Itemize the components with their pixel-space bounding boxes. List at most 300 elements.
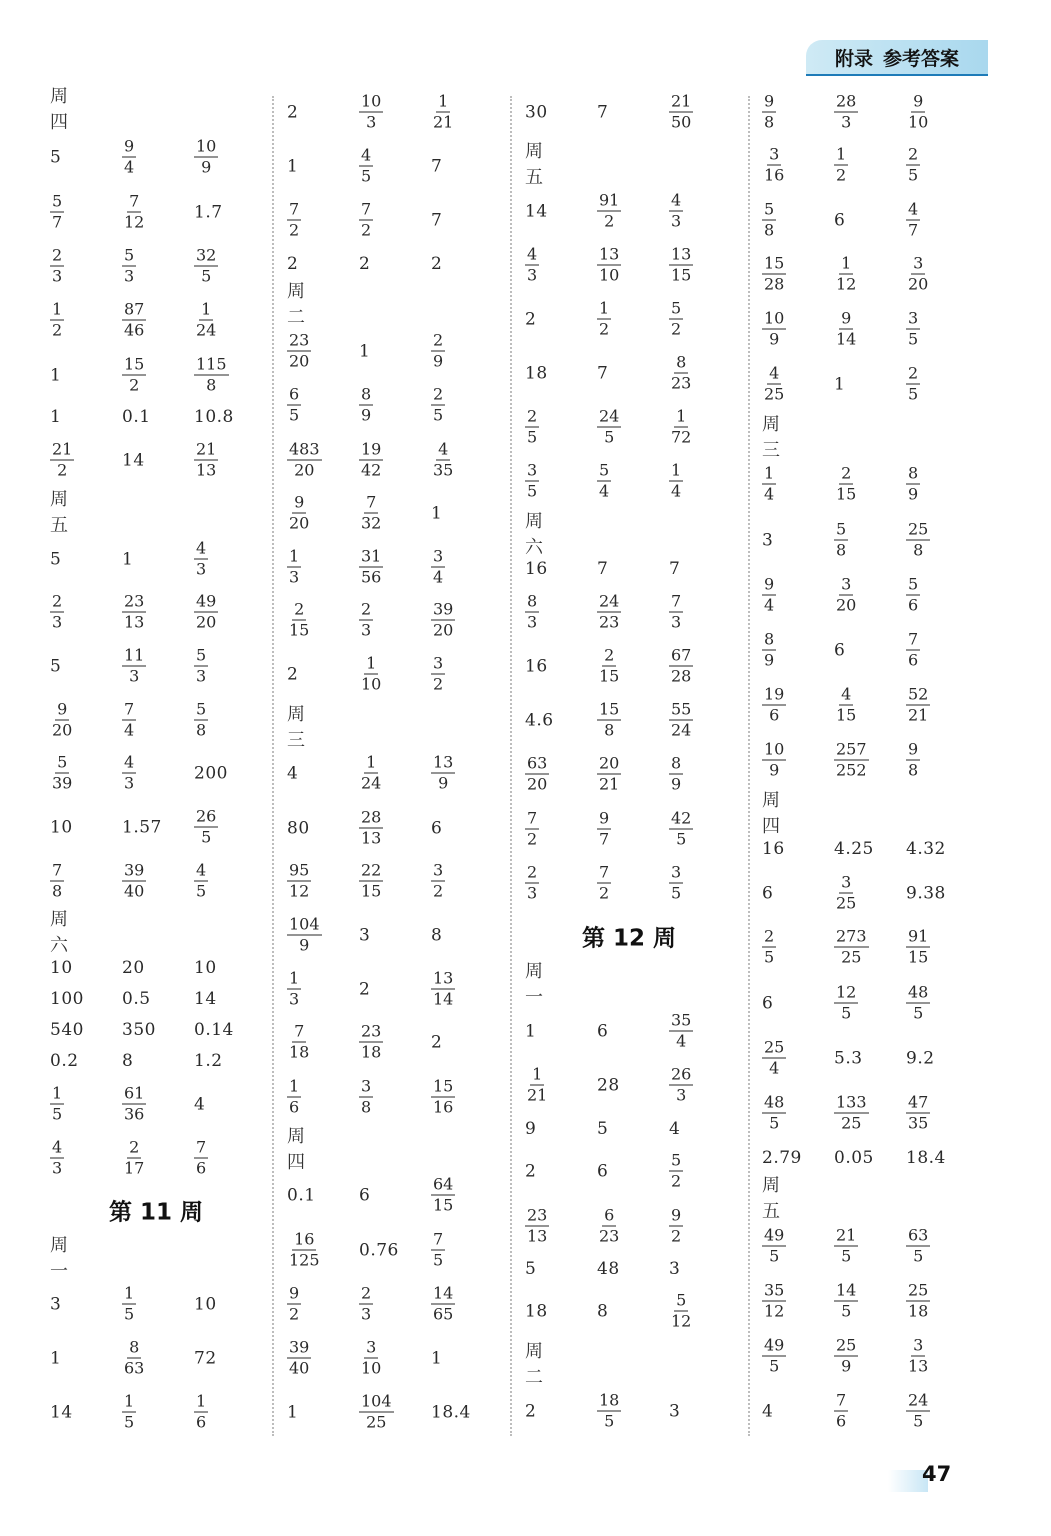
answer-cell	[359, 1078, 431, 1117]
answer-row	[525, 1012, 741, 1051]
answer-cell	[50, 247, 122, 286]
answer-row	[50, 647, 266, 686]
fraction	[359, 1339, 383, 1378]
answer-cell	[194, 247, 266, 286]
answer-cell	[122, 862, 194, 901]
numerator: 4	[196, 538, 207, 558]
denominator: 46	[124, 320, 145, 340]
answer-cell	[122, 701, 194, 740]
number: 16	[762, 839, 785, 859]
numerator: 12	[836, 982, 857, 1002]
number: 540	[50, 1020, 84, 1040]
fraction	[287, 1023, 311, 1062]
numerator: 49	[764, 1335, 785, 1355]
number: 30	[525, 102, 548, 122]
denominator: 13	[361, 828, 382, 848]
numerator: 1	[841, 253, 852, 273]
answer-cell	[669, 593, 741, 632]
denominator: 5	[841, 1246, 852, 1266]
answer-cell	[525, 408, 597, 447]
numerator: 5	[671, 1150, 682, 1170]
numerator: 2	[129, 1137, 140, 1157]
answer-cell	[834, 839, 906, 859]
fraction	[597, 192, 621, 231]
numerator: 2	[52, 591, 63, 611]
denominator: 13	[527, 1226, 548, 1246]
denominator: 14	[836, 329, 857, 349]
denominator: 3	[52, 266, 63, 286]
numerator: 91	[908, 926, 929, 946]
denominator: 6	[908, 595, 919, 615]
number: 2	[359, 254, 371, 274]
denominator: 5	[913, 1411, 924, 1431]
denominator: 15	[433, 1195, 454, 1215]
denominator: 2	[57, 460, 68, 480]
number: 4	[762, 1401, 774, 1421]
fraction	[525, 1207, 549, 1246]
denominator: 2	[129, 375, 140, 395]
answer-cell	[50, 701, 122, 740]
denominator: 4	[676, 1031, 687, 1051]
answer-cell	[525, 246, 597, 285]
answer-cell	[834, 210, 906, 230]
numerator: 10	[196, 136, 217, 156]
answer-cell	[597, 246, 669, 285]
denominator: 5	[604, 427, 615, 447]
numerator: 3	[527, 460, 538, 480]
answer-cell	[50, 593, 122, 632]
fraction	[194, 247, 218, 286]
numerator: 3	[361, 1076, 372, 1096]
day-heading: 周五	[50, 489, 68, 536]
numerator: 47	[908, 1092, 929, 1112]
fraction	[431, 1176, 455, 1215]
day-heading: 周三	[287, 704, 305, 751]
answer-cell	[597, 1207, 669, 1246]
fraction	[669, 1012, 693, 1051]
answer-cell	[194, 540, 266, 579]
fraction	[359, 862, 383, 901]
numerator: 2	[527, 406, 538, 426]
number: 200	[194, 763, 228, 783]
answer-cell	[669, 93, 741, 132]
fraction	[597, 593, 621, 632]
denominator: 7	[908, 220, 919, 240]
fraction	[525, 1066, 549, 1105]
denominator: 25	[841, 1113, 862, 1133]
answer-cell	[359, 979, 431, 999]
numerator: 1	[671, 460, 682, 480]
answer-row	[762, 1148, 978, 1168]
fraction	[122, 1085, 146, 1124]
denominator: 15	[289, 620, 310, 640]
answer-cell	[834, 640, 906, 660]
numerator: 7	[527, 808, 538, 828]
numerator: 8	[676, 352, 687, 372]
denominator: 5	[913, 1003, 924, 1023]
fraction	[431, 332, 445, 371]
number: 6	[762, 883, 774, 903]
denominator: 12	[671, 1311, 692, 1331]
answer-row	[50, 247, 266, 286]
fraction	[834, 310, 858, 349]
answer-row	[50, 958, 266, 978]
denominator: 3	[676, 1085, 687, 1105]
answer-row	[50, 808, 266, 847]
answer-cell	[669, 1401, 741, 1421]
answer-cell	[762, 741, 834, 780]
denominator: 6	[289, 1097, 300, 1117]
day-heading: 周四	[762, 790, 780, 837]
fraction	[834, 874, 858, 913]
answer-cell	[194, 138, 266, 177]
answer-cell	[525, 201, 597, 221]
denominator: 21	[908, 705, 929, 725]
numerator: 7	[129, 191, 140, 211]
answer-row	[287, 441, 503, 480]
fraction	[194, 1393, 208, 1432]
numerator: 3	[433, 860, 444, 880]
number: 0.1	[122, 407, 151, 427]
fraction	[597, 300, 611, 339]
answer-cell	[122, 549, 194, 569]
number: 0.2	[50, 1051, 79, 1071]
fraction	[762, 928, 776, 967]
answer-row	[50, 1051, 266, 1071]
denominator: 5	[289, 405, 300, 425]
fraction	[906, 255, 930, 294]
denominator: 23	[599, 612, 620, 632]
numerator: 4	[361, 145, 372, 165]
fraction	[122, 647, 146, 686]
answer-cell	[762, 93, 834, 132]
answer-cell	[431, 1402, 503, 1422]
denominator: 24	[196, 320, 217, 340]
number: 7	[431, 156, 443, 176]
numerator: 21	[52, 439, 73, 459]
answer-cell	[50, 193, 122, 232]
answer-cell	[431, 254, 503, 274]
denominator: 3	[671, 211, 682, 231]
answer-cell	[762, 1282, 834, 1321]
denominator: 3	[527, 883, 538, 903]
number: 18.4	[431, 1402, 471, 1422]
numerator: 9	[908, 739, 919, 759]
denominator: 2	[599, 319, 610, 339]
answer-cell	[194, 763, 266, 783]
number: 14	[525, 201, 548, 221]
numerator: 8	[527, 591, 538, 611]
denominator: 5	[764, 947, 775, 967]
day-heading: 周四	[50, 86, 68, 133]
number: 1	[122, 549, 134, 569]
answer-row	[287, 1339, 503, 1378]
fraction	[597, 810, 611, 849]
answer-row	[525, 408, 741, 447]
fraction	[669, 462, 683, 501]
denominator: 4	[433, 567, 444, 587]
answer-cell	[762, 883, 834, 903]
number: 7	[669, 559, 681, 579]
numerator: 49	[196, 591, 217, 611]
answer-cell	[287, 441, 359, 480]
fraction	[669, 354, 693, 393]
answer-row	[287, 1285, 503, 1324]
number: 2	[525, 309, 537, 329]
answer-cell	[834, 576, 906, 615]
denominator: 12	[764, 1301, 785, 1321]
answer-cell	[122, 593, 194, 632]
numerator: 24	[599, 591, 620, 611]
fraction	[834, 146, 848, 185]
fraction	[762, 310, 786, 349]
number: 10	[194, 958, 217, 978]
denominator: 23	[599, 1226, 620, 1246]
answer-row	[762, 1094, 978, 1133]
numerator: 1	[532, 1064, 543, 1084]
denominator: 72	[671, 427, 692, 447]
numerator: 1	[124, 1391, 135, 1411]
number: 1	[525, 1021, 537, 1041]
number: 4.25	[834, 839, 874, 859]
numerator: 21	[196, 439, 217, 459]
denominator: 5	[527, 427, 538, 447]
fraction	[906, 1392, 930, 1431]
denominator: 3	[129, 666, 140, 686]
fraction	[834, 686, 858, 725]
answer-cell	[834, 741, 906, 780]
denominator: 252	[836, 760, 867, 780]
numerator: 9	[841, 308, 852, 328]
numerator: 3	[366, 1337, 377, 1357]
numerator: 52	[908, 684, 929, 704]
answer-row	[762, 1282, 978, 1321]
number: 0.5	[122, 989, 151, 1009]
denominator: 6	[836, 1411, 847, 1431]
denominator: 2	[671, 1226, 682, 1246]
fraction	[669, 593, 683, 632]
answer-cell	[834, 1148, 906, 1168]
denominator: 4	[599, 481, 610, 501]
numerator: 5	[676, 1290, 687, 1310]
answer-cell	[122, 247, 194, 286]
numerator: 25	[764, 1037, 785, 1057]
denominator: 5	[913, 1246, 924, 1266]
answer-cell	[287, 818, 359, 838]
numerator: 2	[604, 645, 615, 665]
numerator: 2	[433, 330, 444, 350]
number: 2.79	[762, 1148, 802, 1168]
answer-cell	[669, 810, 741, 849]
denominator: 9	[671, 774, 682, 794]
answer-cell	[525, 1161, 597, 1181]
denominator: 3	[361, 1304, 372, 1324]
numerator: 1	[289, 546, 300, 566]
answer-cell	[906, 883, 978, 903]
fraction	[906, 631, 920, 670]
numerator: 5	[196, 645, 207, 665]
answer-cell	[50, 301, 122, 340]
number: 4.32	[906, 839, 946, 859]
denominator: 2	[52, 320, 63, 340]
numerator: 48	[908, 982, 929, 1002]
numerator: 3	[769, 144, 780, 164]
answer-cell	[762, 1337, 834, 1376]
fraction	[359, 1285, 373, 1324]
fraction	[669, 300, 683, 339]
numerator: 13	[433, 752, 454, 772]
numerator: 67	[671, 645, 692, 665]
number: 6	[597, 1021, 609, 1041]
answer-cell	[287, 763, 359, 783]
answer-row	[762, 255, 978, 294]
answer-cell	[597, 1301, 669, 1321]
fraction	[762, 93, 776, 132]
numerator: 7	[289, 199, 300, 219]
fraction	[597, 1207, 621, 1246]
answer-cell	[359, 441, 431, 480]
numerator: 7	[599, 862, 610, 882]
day-heading: 周三	[762, 414, 780, 461]
numerator: 7	[908, 629, 919, 649]
answer-cell	[597, 300, 669, 339]
answer-cell	[431, 601, 503, 640]
number: 16	[525, 656, 548, 676]
fraction	[122, 301, 146, 340]
answer-cell	[762, 631, 834, 670]
answer-row	[50, 1020, 266, 1040]
denominator: 9	[764, 650, 775, 670]
denominator: 3	[196, 559, 207, 579]
answer-cell	[834, 1392, 906, 1431]
number: 2	[359, 979, 371, 999]
fraction	[287, 201, 301, 240]
answer-cell	[525, 1207, 597, 1246]
numerator: 4	[841, 684, 852, 704]
answer-row	[50, 193, 266, 232]
answer-row	[762, 984, 978, 1023]
answer-cell	[359, 1393, 431, 1432]
answer-cell	[762, 928, 834, 967]
fraction	[50, 1085, 64, 1124]
answer-row	[525, 1152, 741, 1191]
column-divider	[748, 96, 750, 1436]
denominator: 5	[769, 1356, 780, 1376]
answer-cell	[669, 1119, 741, 1139]
denominator: 15	[836, 705, 857, 725]
fraction	[194, 1139, 208, 1178]
fraction	[287, 1231, 322, 1270]
numerator: 55	[671, 699, 692, 719]
answer-row	[525, 354, 741, 393]
answer-cell	[597, 363, 669, 383]
day-heading: 周六	[525, 511, 543, 558]
answer-cell	[431, 970, 503, 1009]
denominator: 15	[599, 666, 620, 686]
denominator: 9	[361, 405, 372, 425]
answer-row	[50, 1139, 266, 1178]
numerator: 91	[599, 190, 620, 210]
number: 1	[431, 1348, 443, 1368]
answer-cell	[122, 958, 194, 978]
denominator: 4	[764, 595, 775, 615]
answer-cell	[834, 984, 906, 1023]
numerator: 2	[908, 144, 919, 164]
number: 3	[669, 1259, 681, 1279]
fraction	[762, 1094, 786, 1133]
answer-row	[287, 93, 503, 132]
answer-cell	[669, 354, 741, 393]
denominator: 8	[764, 220, 775, 240]
answer-cell	[669, 1152, 741, 1191]
denominator: 3	[289, 567, 300, 587]
numerator: 49	[764, 1225, 785, 1245]
denominator: 125	[289, 1250, 320, 1270]
fraction	[906, 201, 920, 240]
denominator: 3	[289, 989, 300, 1009]
fraction	[122, 1339, 146, 1378]
denominator: 2	[527, 829, 538, 849]
numerator: 35	[764, 1280, 785, 1300]
answer-row	[287, 548, 503, 587]
answer-cell	[834, 1094, 906, 1133]
denominator: 10	[599, 265, 620, 285]
answer-row	[287, 601, 503, 640]
fraction	[287, 548, 301, 587]
fraction	[525, 810, 539, 849]
fraction	[431, 601, 455, 640]
fraction	[834, 928, 869, 967]
numerator: 104	[289, 914, 320, 934]
answer-cell	[597, 701, 669, 740]
answer-cell	[122, 450, 194, 470]
denominator: 2	[361, 220, 372, 240]
answer-row	[50, 441, 266, 480]
answer-row	[525, 93, 741, 132]
answer-row	[525, 246, 741, 285]
answer-cell	[287, 1185, 359, 1205]
answer-cell	[287, 254, 359, 274]
answer-cell	[359, 655, 431, 694]
numerator: 4	[671, 190, 682, 210]
denominator: 5	[908, 329, 919, 349]
answer-cell	[669, 1259, 741, 1279]
numerator: 1	[366, 752, 377, 772]
denominator: 5	[124, 1304, 135, 1324]
denominator: 10	[908, 112, 929, 132]
denominator: 2	[671, 1171, 682, 1191]
denominator: 21	[527, 1085, 548, 1105]
denominator: 16	[433, 1097, 454, 1117]
numerator: 9	[764, 574, 775, 594]
answer-row	[525, 593, 741, 632]
fraction	[431, 862, 445, 901]
answer-cell	[906, 465, 978, 504]
number: 2	[525, 1401, 537, 1421]
answer-row	[525, 755, 741, 794]
number: 5	[525, 1259, 537, 1279]
fraction	[906, 1337, 930, 1376]
answer-cell	[287, 102, 359, 122]
fraction	[525, 462, 539, 501]
numerator: 21	[671, 91, 692, 111]
answer-cell	[762, 146, 834, 185]
fraction	[431, 970, 455, 1009]
answer-row	[762, 1039, 978, 1078]
denominator: 15	[836, 484, 857, 504]
number: 10	[50, 817, 73, 837]
page-number: 47	[922, 1462, 952, 1486]
